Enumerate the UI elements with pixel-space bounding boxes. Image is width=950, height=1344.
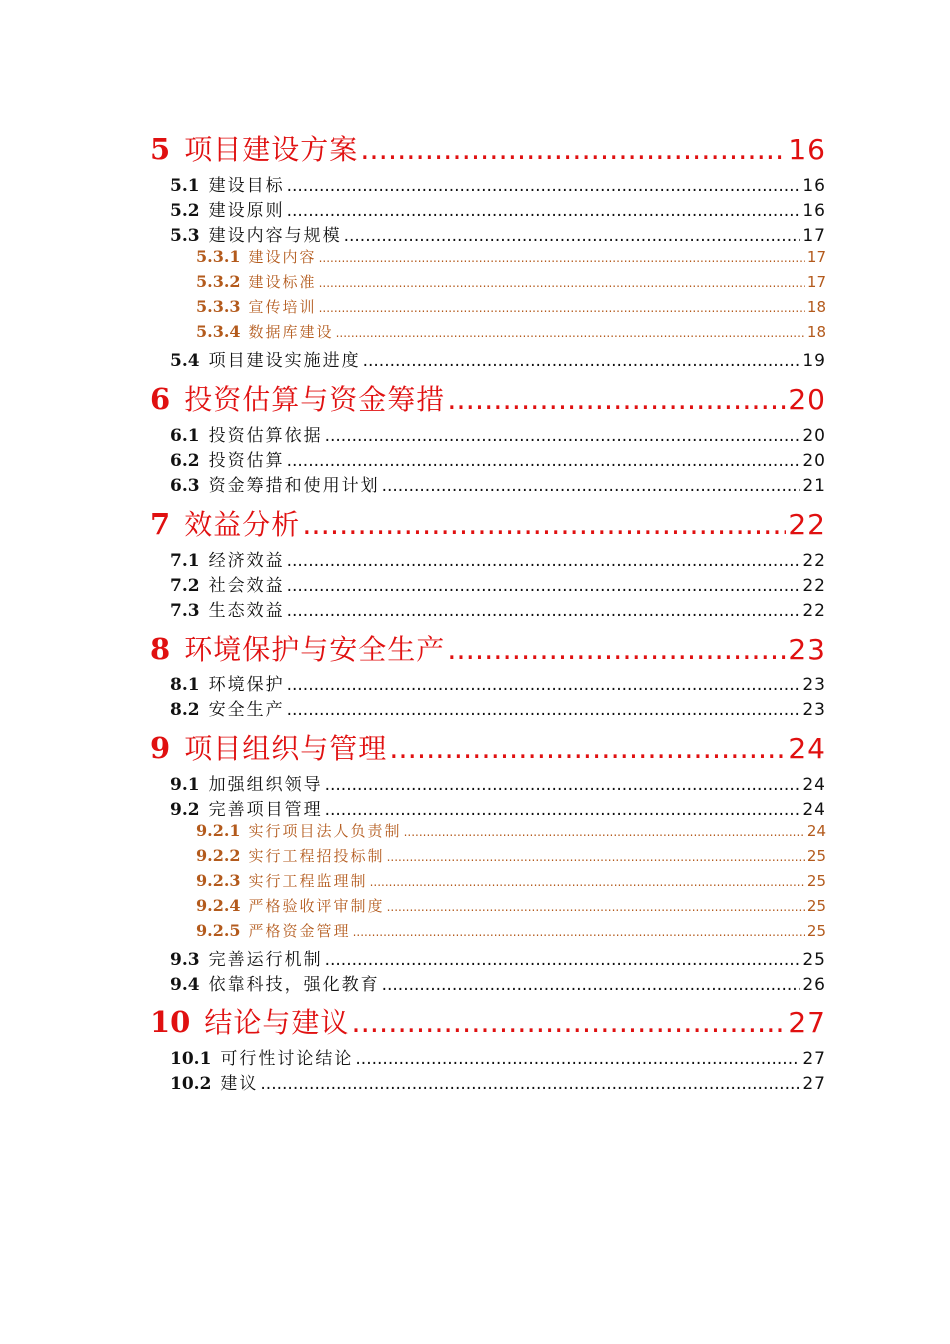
toc-dot-leader xyxy=(287,601,801,621)
toc-entry-page-number: 17 xyxy=(802,226,826,246)
toc-entry-number: 5.3 xyxy=(170,226,200,246)
toc-dot-leader xyxy=(287,576,801,596)
toc-entry-page-number: 18 xyxy=(806,298,826,316)
toc-entry-level-2[interactable] xyxy=(170,596,826,620)
toc-dot-leader xyxy=(351,1005,786,1039)
toc-entry-number: 8 xyxy=(150,632,171,666)
toc-entry-title: 经济效益 xyxy=(208,551,285,571)
toc-entry-level-2[interactable] xyxy=(170,421,826,445)
toc-entry-page-number: 24 xyxy=(802,775,826,795)
toc-dot-leader xyxy=(355,1049,800,1069)
toc-entry-level-3[interactable] xyxy=(196,271,826,293)
toc-entry-level-2[interactable] xyxy=(170,1044,826,1068)
toc-entry-page-number: 24 xyxy=(806,822,826,840)
toc-entry-title: 建设内容与规模 xyxy=(208,226,342,246)
toc-entry-title: 效益分析 xyxy=(184,508,301,541)
toc-entry-number: 6.3 xyxy=(170,476,200,496)
toc-entry-page-number: 26 xyxy=(802,975,826,995)
toc-dot-leader xyxy=(382,975,801,995)
toc-entry-level-3[interactable] xyxy=(196,246,826,268)
toc-entry-page-number: 27 xyxy=(802,1074,826,1094)
toc-entry-level-2[interactable] xyxy=(170,970,826,994)
toc-dot-leader xyxy=(302,507,786,541)
toc-entry-level-3[interactable] xyxy=(196,296,826,318)
toc-dot-leader xyxy=(287,700,801,720)
toc-entry-number: 5.1 xyxy=(170,176,200,196)
toc-entry-level-2[interactable] xyxy=(170,571,826,595)
toc-entry-page-number: 27 xyxy=(788,1006,826,1039)
toc-entry-number: 9.2.3 xyxy=(196,871,241,890)
toc-entry-number: 8.2 xyxy=(170,700,200,720)
toc-entry-number: 9.2.1 xyxy=(196,821,241,840)
toc-entry-page-number: 21 xyxy=(802,476,826,496)
toc-entry-title: 可行性讨论结论 xyxy=(220,1049,354,1069)
toc-entry-page-number: 22 xyxy=(788,508,826,541)
toc-entry-level-1[interactable] xyxy=(150,727,826,763)
toc-entry-title: 实行项目法人负责制 xyxy=(248,822,402,840)
toc-entry-level-2[interactable] xyxy=(170,346,826,370)
toc-entry-title: 结论与建议 xyxy=(204,1006,350,1039)
toc-entry-level-1[interactable] xyxy=(150,1001,826,1037)
toc-entry-page-number: 16 xyxy=(802,176,826,196)
toc-entry-title: 完善运行机制 xyxy=(208,950,323,970)
toc-dot-leader xyxy=(387,850,805,864)
toc-entry-level-2[interactable] xyxy=(170,196,826,220)
toc-entry-page-number: 23 xyxy=(788,633,826,666)
toc-entry-number: 10.2 xyxy=(170,1074,212,1094)
toc-entry-page-number: 16 xyxy=(788,133,826,166)
toc-entry-level-2[interactable] xyxy=(170,695,826,719)
toc-dot-leader xyxy=(387,900,805,914)
toc-entry-page-number: 23 xyxy=(802,675,826,695)
toc-entry-number: 5.4 xyxy=(170,351,200,371)
toc-entry-title: 数据库建设 xyxy=(248,323,334,341)
toc-entry-title: 实行工程监理制 xyxy=(248,872,368,890)
toc-entry-level-2[interactable] xyxy=(170,795,826,819)
toc-entry-title: 环境保护与安全生产 xyxy=(184,633,446,666)
toc-entry-title: 社会效益 xyxy=(208,576,285,596)
toc-entry-title: 项目建设方案 xyxy=(184,133,359,166)
toc-entry-number: 9 xyxy=(150,731,171,765)
toc-entry-number: 9.1 xyxy=(170,775,200,795)
toc-entry-level-3[interactable] xyxy=(196,920,826,942)
toc-dot-leader xyxy=(325,950,801,970)
toc-entry-page-number: 25 xyxy=(802,950,826,970)
toc-entry-page-number: 24 xyxy=(788,732,826,765)
toc-entry-page-number: 16 xyxy=(802,201,826,221)
toc-entry-title: 宣传培训 xyxy=(248,298,317,316)
toc-dot-leader xyxy=(319,276,805,290)
toc-entry-number: 5.2 xyxy=(170,201,200,221)
toc-entry-number: 9.2 xyxy=(170,800,200,820)
toc-entry-number: 5 xyxy=(150,132,171,166)
toc-dot-leader xyxy=(336,326,805,340)
toc-dot-leader xyxy=(319,301,805,315)
toc-dot-leader xyxy=(319,251,805,265)
toc-dot-leader xyxy=(287,201,801,221)
toc-dot-leader xyxy=(360,132,786,166)
toc-entry-page-number: 19 xyxy=(802,351,826,371)
toc-entry-level-2[interactable] xyxy=(170,446,826,470)
toc-entry-number: 5.3.1 xyxy=(196,247,241,266)
toc-entry-title: 建设标准 xyxy=(248,273,317,291)
toc-dot-leader xyxy=(363,351,801,371)
toc-entry-title: 完善项目管理 xyxy=(208,800,323,820)
toc-entry-level-3[interactable] xyxy=(196,870,826,892)
toc-entry-page-number: 22 xyxy=(802,576,826,596)
toc-entry-page-number: 25 xyxy=(806,847,826,865)
toc-entry-level-1[interactable] xyxy=(150,378,826,414)
toc-entry-title: 生态效益 xyxy=(208,601,285,621)
toc-dot-leader xyxy=(287,451,801,471)
toc-entry-number: 5.3.3 xyxy=(196,297,241,316)
toc-entry-title: 资金筹措和使用计划 xyxy=(208,476,380,496)
toc-entry-page-number: 20 xyxy=(788,383,826,416)
toc-entry-level-3[interactable] xyxy=(196,895,826,917)
toc-dot-leader xyxy=(370,875,805,889)
toc-entry-level-2[interactable] xyxy=(170,670,826,694)
toc-entry-page-number: 17 xyxy=(806,273,826,291)
toc-dot-leader xyxy=(325,800,801,820)
toc-entry-title: 严格验收评审制度 xyxy=(248,897,385,915)
toc-entry-level-3[interactable] xyxy=(196,321,826,343)
toc-entry-title: 项目组织与管理 xyxy=(184,732,388,765)
toc-entry-title: 建议 xyxy=(220,1074,259,1094)
toc-entry-level-1[interactable] xyxy=(150,628,826,664)
toc-entry-page-number: 27 xyxy=(802,1049,826,1069)
toc-entry-title: 建设原则 xyxy=(208,201,285,221)
toc-dot-leader xyxy=(344,226,801,246)
toc-entry-title: 建设内容 xyxy=(248,248,317,266)
toc-dot-leader xyxy=(287,176,801,196)
toc-dot-leader xyxy=(447,382,786,416)
toc-entry-title: 项目建设实施进度 xyxy=(208,351,361,371)
toc-entry-level-2[interactable] xyxy=(170,546,826,570)
toc-entry-number: 9.3 xyxy=(170,950,200,970)
toc-entry-number: 8.1 xyxy=(170,675,200,695)
toc-entry-number: 6.1 xyxy=(170,426,200,446)
toc-dot-leader xyxy=(382,476,801,496)
toc-dot-leader xyxy=(287,551,801,571)
toc-entry-number: 7.2 xyxy=(170,576,200,596)
toc-entry-page-number: 25 xyxy=(806,922,826,940)
toc-entry-level-2[interactable] xyxy=(170,471,826,495)
toc-entry-level-2[interactable] xyxy=(170,221,826,245)
toc-entry-number: 9.2.4 xyxy=(196,896,241,915)
toc-entry-page-number: 17 xyxy=(806,248,826,266)
toc-entry-level-1[interactable] xyxy=(150,128,826,164)
toc-entry-level-1[interactable] xyxy=(150,503,826,539)
toc-entry-number: 9.2.5 xyxy=(196,921,241,940)
toc-dot-leader xyxy=(287,675,801,695)
toc-entry-title: 实行工程招投标制 xyxy=(248,847,385,865)
toc-entry-number: 7.1 xyxy=(170,551,200,571)
toc-entry-page-number: 23 xyxy=(802,700,826,720)
toc-entry-number: 9.4 xyxy=(170,975,200,995)
toc-dot-leader xyxy=(260,1074,800,1094)
toc-dot-leader xyxy=(447,632,786,666)
toc-entry-title: 投资估算依据 xyxy=(208,426,323,446)
toc-entry-page-number: 22 xyxy=(802,551,826,571)
toc-entry-title: 严格资金管理 xyxy=(248,922,351,940)
toc-entry-level-3[interactable] xyxy=(196,820,826,842)
toc-entry-title: 依靠科技，强化教育 xyxy=(208,975,380,995)
toc-dot-leader xyxy=(353,925,805,939)
toc-entry-number: 10 xyxy=(150,1005,191,1039)
toc-entry-level-3[interactable] xyxy=(196,845,826,867)
toc-entry-number: 9.2.2 xyxy=(196,846,241,865)
toc-entry-level-2[interactable] xyxy=(170,171,826,195)
toc-entry-number: 7 xyxy=(150,507,171,541)
toc-entry-page-number: 18 xyxy=(806,323,826,341)
toc-entry-title: 加强组织领导 xyxy=(208,775,323,795)
toc-entry-number: 7.3 xyxy=(170,601,200,621)
toc-entry-title: 投资估算 xyxy=(208,451,285,471)
toc-dot-leader xyxy=(325,775,801,795)
toc-entry-title: 投资估算与资金筹措 xyxy=(184,383,446,416)
toc-entry-page-number: 20 xyxy=(802,451,826,471)
toc-entry-page-number: 24 xyxy=(802,800,826,820)
toc-entry-page-number: 20 xyxy=(802,426,826,446)
toc-dot-leader xyxy=(389,731,786,765)
toc-entry-number: 6 xyxy=(150,382,171,416)
toc-entry-level-2[interactable] xyxy=(170,1069,826,1093)
toc-entry-number: 5.3.4 xyxy=(196,322,241,341)
toc-dot-leader xyxy=(404,825,805,839)
toc-entry-level-2[interactable] xyxy=(170,945,826,969)
toc-entry-title: 环境保护 xyxy=(208,675,285,695)
toc-entry-page-number: 25 xyxy=(806,897,826,915)
toc-entry-number: 10.1 xyxy=(170,1049,212,1069)
toc-entry-number: 6.2 xyxy=(170,451,200,471)
toc-entry-title: 安全生产 xyxy=(208,700,285,720)
toc-entry-title: 建设目标 xyxy=(208,176,285,196)
toc-entry-number: 5.3.2 xyxy=(196,272,241,291)
toc-entry-level-2[interactable] xyxy=(170,770,826,794)
toc-dot-leader xyxy=(325,426,801,446)
toc-entry-page-number: 22 xyxy=(802,601,826,621)
toc-entry-page-number: 25 xyxy=(806,872,826,890)
